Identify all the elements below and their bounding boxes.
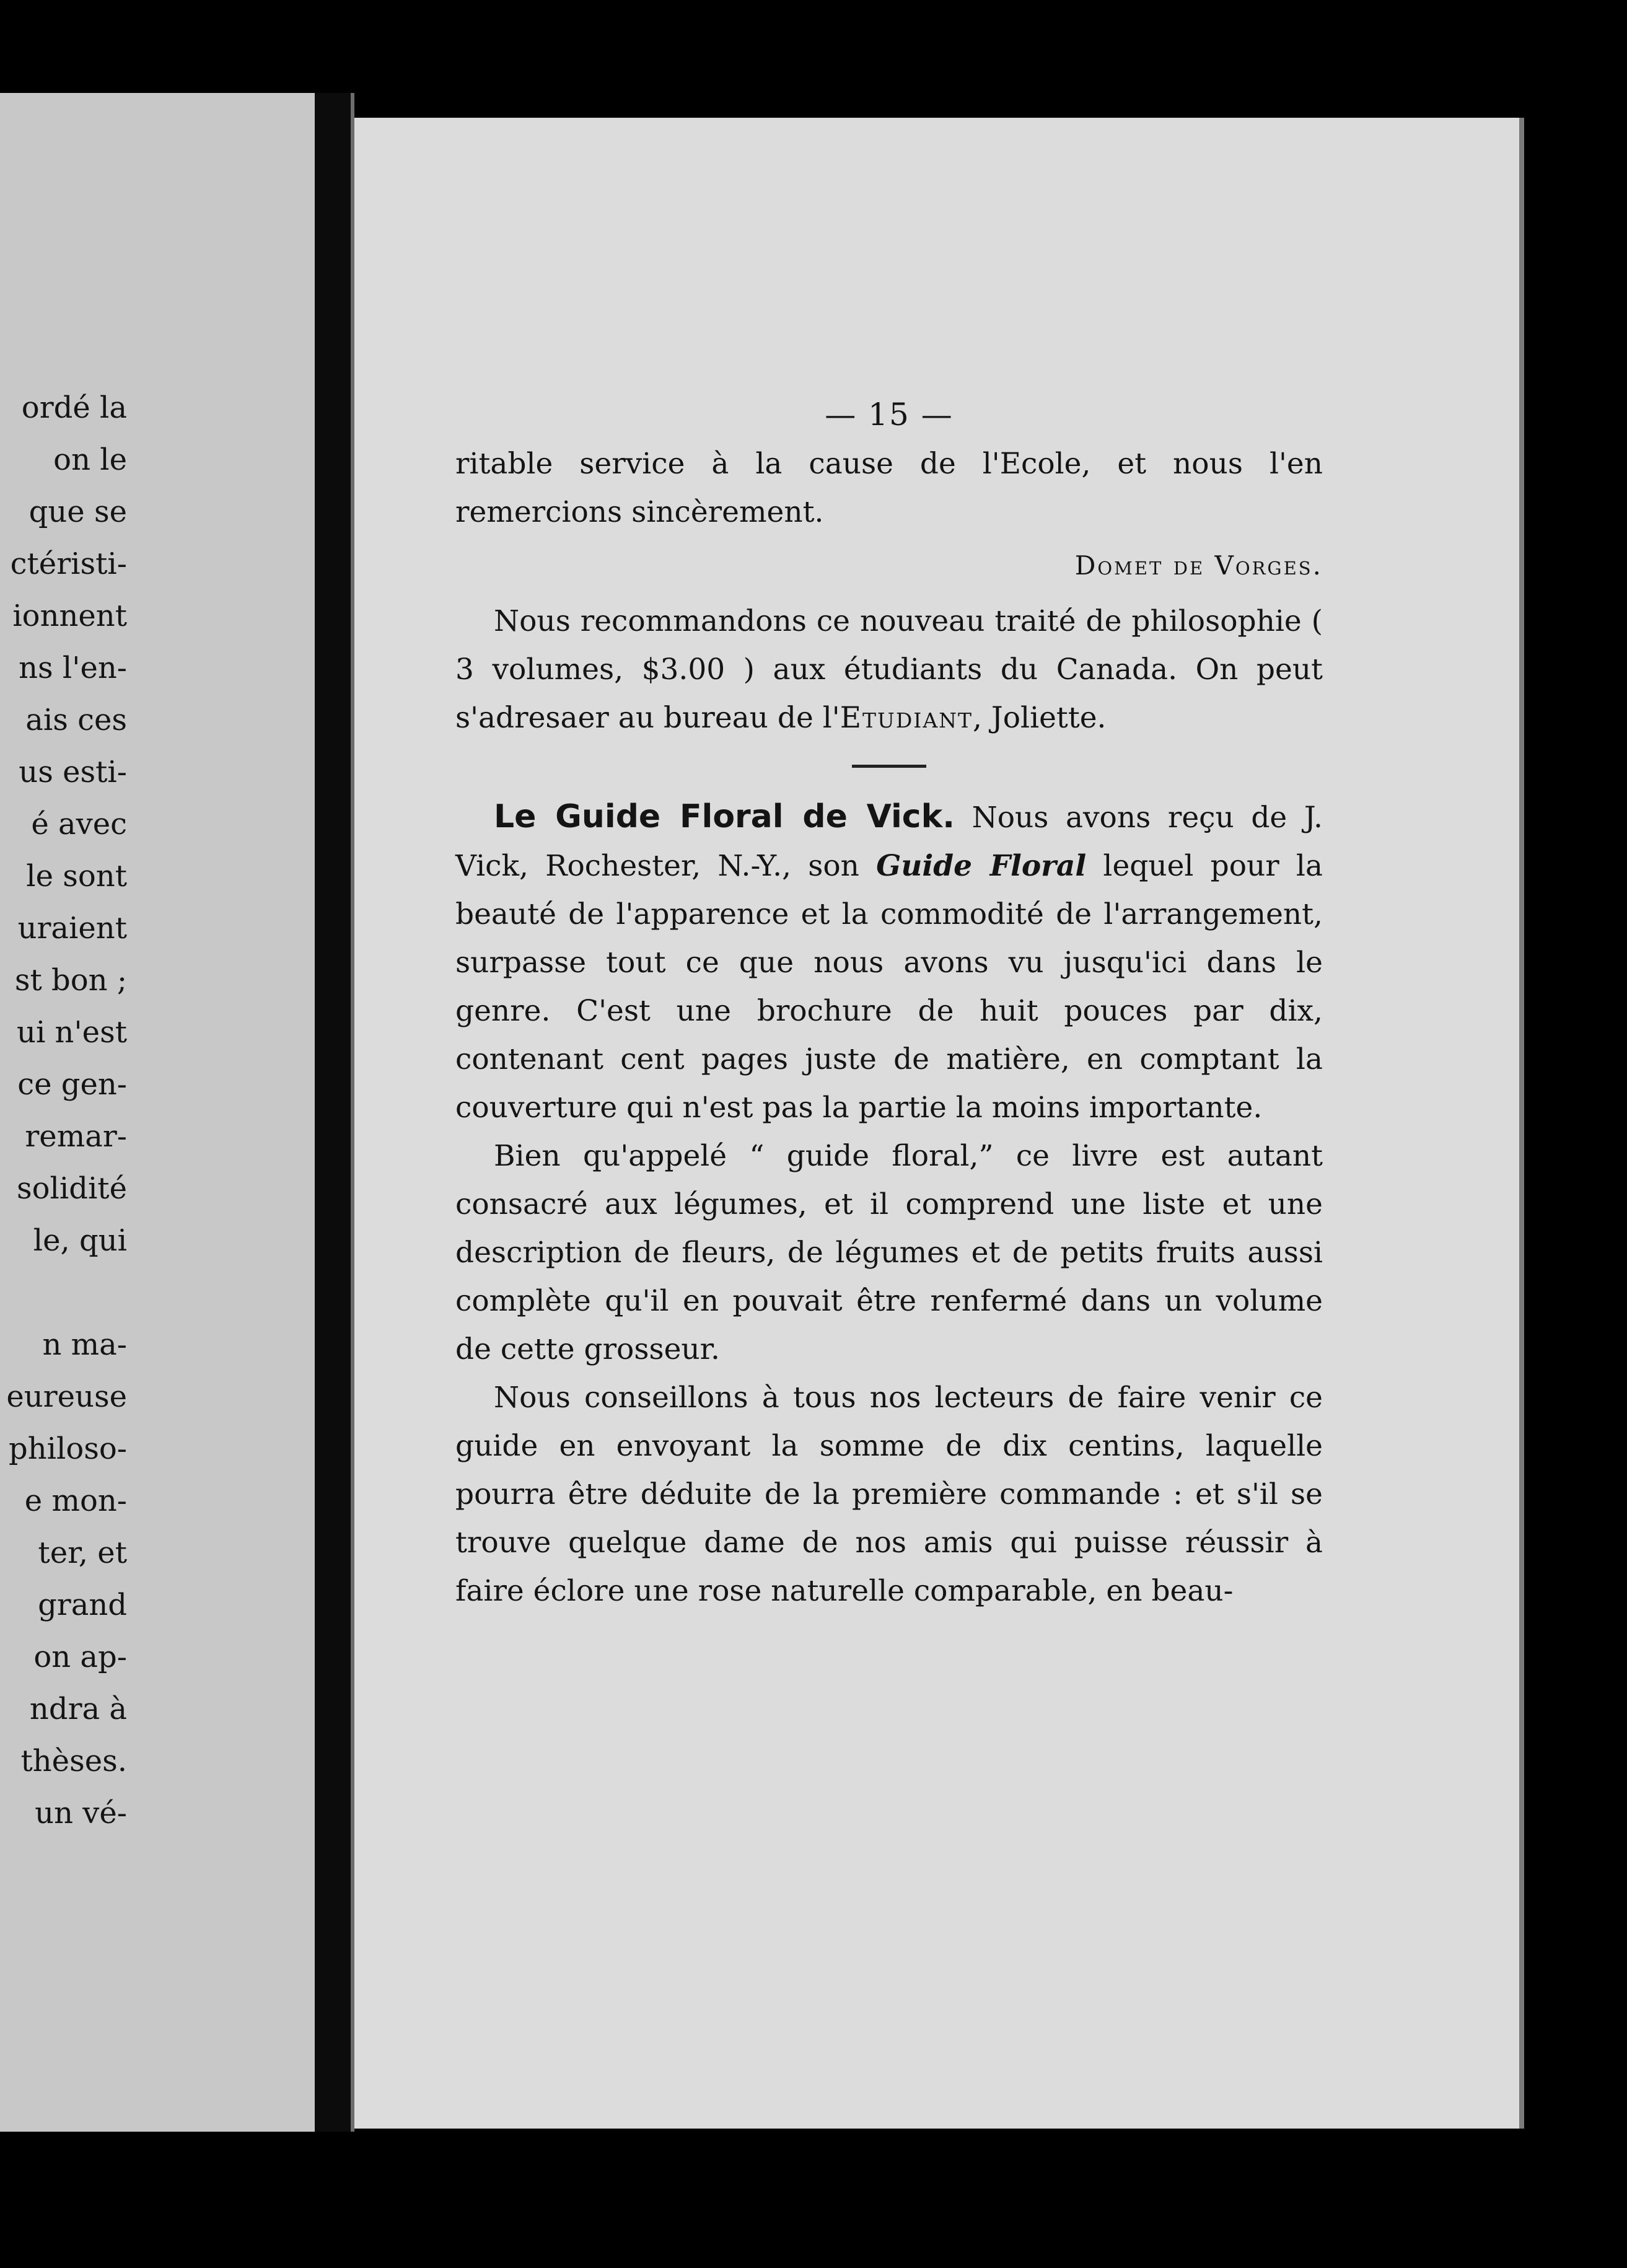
- section-divider: [852, 765, 926, 768]
- left-fragment-line: ndra à: [29, 1692, 127, 1726]
- left-fragment-line: le, qui: [33, 1223, 127, 1258]
- paragraph-continued: ritable service à la cause de l'Ecole, et nous l'en remercions sincèrement.: [455, 447, 1323, 529]
- left-fragment-line: ordé la: [21, 390, 127, 425]
- paragraph-guide-floral: [455, 793, 1323, 1132]
- journal-name: Etudiant: [840, 701, 973, 735]
- author-signature: Domet de Vorges.: [1074, 550, 1323, 581]
- left-fragment-line: grand: [38, 1588, 127, 1622]
- left-fragment-line: remar-: [25, 1119, 127, 1154]
- paragraph-recommendation: Nous conseillons à tous nos lecteurs de faire venir ce guide en envoyant la somme de dix centins, laquelle pourra être déduite de la première commande : et s'il se trouve quelque dame de nos amis qui puisse réussir à faire éclore une rose naturelle comparable, en beau-: [455, 1381, 1323, 1608]
- left-fragment-line: n ma-: [42, 1327, 127, 1362]
- left-fragment-line: é avec: [31, 807, 127, 842]
- left-fragment-line: thèses.: [20, 1744, 127, 1778]
- left-fragment-line: eureuse: [6, 1379, 127, 1414]
- left-fragment-line: le sont: [26, 859, 127, 894]
- book-title: Guide Floral: [876, 849, 1087, 883]
- left-page-text-fragments: [0, 390, 130, 1940]
- left-facing-page: [0, 93, 315, 2132]
- left-fragment-line: ionnent: [12, 599, 127, 633]
- left-fragment-line: st bon ;: [14, 963, 127, 998]
- left-fragment-line: que se: [29, 494, 127, 529]
- left-fragment-line: ter, et: [38, 1536, 127, 1570]
- left-fragment-line: ais ces: [25, 703, 127, 737]
- left-fragment-line: philoso-: [9, 1431, 127, 1466]
- left-fragment-line: e mon-: [24, 1483, 127, 1518]
- left-fragment-line: us esti-: [19, 755, 127, 789]
- book-gutter: [315, 93, 351, 2132]
- section-heading: Le Guide Floral de Vick.: [494, 798, 955, 835]
- left-fragment-line: ctéristi-: [10, 547, 127, 581]
- right-page-content: [455, 397, 1323, 1615]
- left-fragment-line: uraient: [17, 911, 127, 946]
- paragraph-guide-content: Bien qu'appelé “ guide floral,” ce livre est autant consacré aux légumes, et il comprend une liste et une description de fleurs, de légumes et de petits fruits aussi complète qu'il en pouvait être renfermé dans un volume de cette grosseur.: [455, 1139, 1323, 1366]
- paragraph-philosophy-notice: [455, 597, 1323, 742]
- page-number: — 15 —: [825, 397, 954, 433]
- left-fragment-line: ns l'en-: [19, 651, 127, 685]
- left-fragment-line: ce gen-: [17, 1067, 127, 1102]
- notice-end: , Joliette.: [973, 701, 1107, 735]
- guide-intro: Nous avons reçu de J. Vick, Rochester, N.-Y., son: [455, 801, 1323, 883]
- page-edge-shadow: [1519, 118, 1524, 2129]
- left-fragment-line: on ap-: [33, 1640, 127, 1674]
- left-fragment-line: ui n'est: [17, 1015, 127, 1050]
- guide-description: lequel pour la beauté de l'apparence et la commodité de l'arrangement, surpasse tout ce que nous avons vu jusqu'ici dans le genre. C'est une brochure de huit pouces par dix, contenant cent pages juste de matière, en comptant la couverture qui n'est pas la partie la moins importante.: [455, 849, 1323, 1125]
- left-fragment-line: on le: [53, 442, 127, 477]
- left-fragment-line: un vé-: [35, 1796, 127, 1831]
- left-fragment-line: solidité: [16, 1171, 127, 1206]
- notice-text: Nous recommandons ce nouveau traité de philosophie ( 3 volumes, $3.00 ) aux étudiants du Canada. On peut s'adresaer au bureau de l': [455, 604, 1323, 735]
